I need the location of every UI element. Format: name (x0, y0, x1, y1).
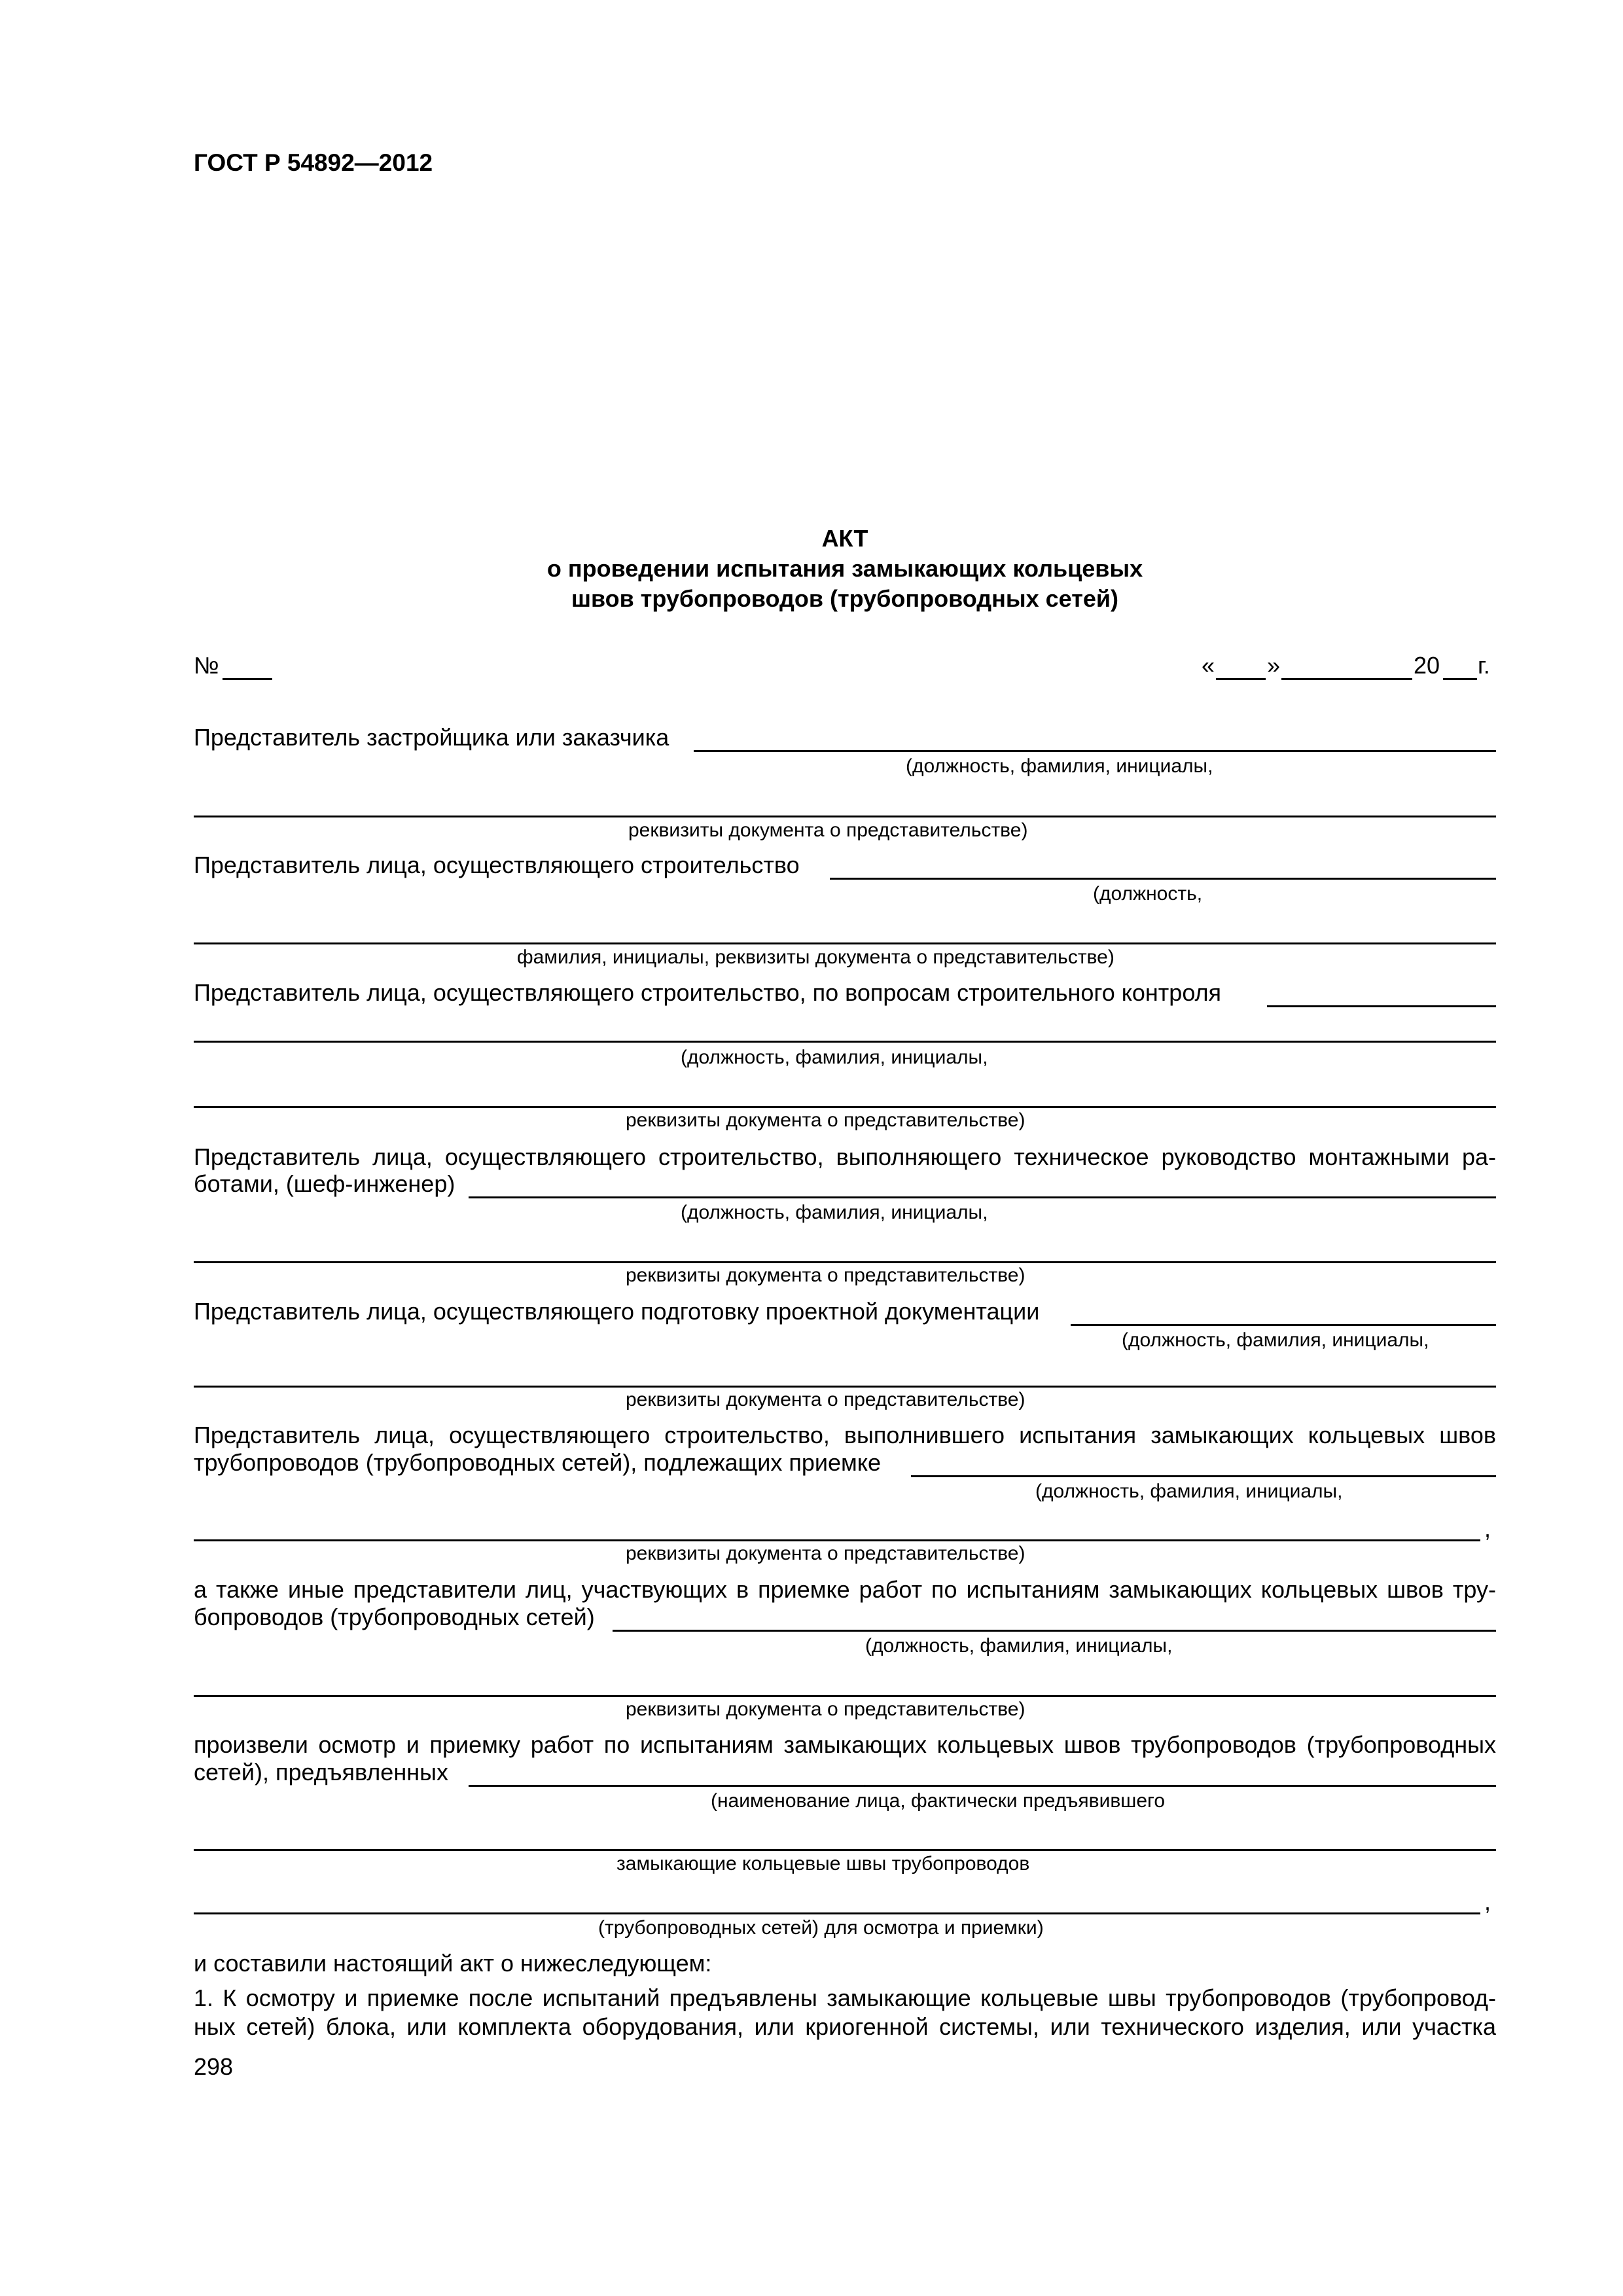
tech-caption-2: реквизиты документа о представительстве) (626, 1265, 1026, 1286)
other-rep-blank-2[interactable] (194, 1695, 1496, 1697)
compiled-text: и составили настоящий акт о нижеследующем: (194, 1950, 712, 1977)
tech-rep-blank[interactable] (469, 1196, 1496, 1198)
act-title: АКТ (821, 525, 868, 552)
developer-rep-blank[interactable] (694, 750, 1496, 752)
developer-rep-blank-2[interactable] (194, 816, 1496, 817)
date-year-prefix: 20 (1414, 652, 1440, 679)
other-caption-1: (должность, фамилия, инициалы, (865, 1635, 1173, 1657)
tech-rep-label-line2: ботами, (шеф-инженер) (194, 1170, 455, 1197)
page-number: 298 (194, 2053, 234, 2080)
inspect-blank[interactable] (469, 1785, 1496, 1787)
date-year-suffix: г. (1478, 652, 1490, 679)
tech-rep-blank-2[interactable] (194, 1261, 1496, 1263)
tester-rep-label-line1: Представитель лица, осуществляющего строительство, выполнившего испытания замыкающих кольцевых швов (194, 1422, 1496, 1448)
tester-rep-label-line2: трубопроводов (трубопроводных сетей), подлежащих приемке (194, 1449, 881, 1476)
developer-caption-2: реквизиты документа о представительстве) (628, 819, 1028, 841)
tester-caption-1: (должность, фамилия, инициалы, (1035, 1480, 1343, 1502)
inspect-caption-1: (наименование лица, фактически предъявившего (711, 1790, 1165, 1812)
developer-caption-1: (должность, фамилия, инициалы, (906, 755, 1213, 777)
date-day-blank[interactable] (1216, 678, 1266, 680)
builder-rep-label: Представитель лица, осуществляющего строительство (194, 852, 800, 878)
builder-caption-2: фамилия, инициалы, реквизиты документа о представительстве) (517, 946, 1115, 968)
date-year-blank[interactable] (1443, 678, 1477, 680)
other-rep-label-line1: а также иные представители лиц, участвующих в приемке работ по испытаниям замыкающих кольцевых швов тру- (194, 1576, 1496, 1603)
design-rep-blank-2[interactable] (194, 1386, 1496, 1388)
tech-rep-label-line1: Представитель лица, осуществляющего строительство, выполняющего техническое руководство монтажными ра- (194, 1143, 1496, 1170)
control-rep-blank-2[interactable] (194, 1041, 1496, 1043)
item1-line2: ных сетей) блока, или комплекта оборудования, или криогенной системы, или технического изделия, или участка (194, 2013, 1496, 2040)
tester-rep-blank-2[interactable] (194, 1539, 1480, 1541)
design-caption-1: (должность, фамилия, инициалы, (1122, 1329, 1429, 1351)
tester-caption-2: реквизиты документа о представительстве) (626, 1543, 1026, 1564)
builder-caption-1: (должность, (1093, 883, 1203, 905)
inspect-comma: , (1484, 1888, 1491, 1915)
number-blank[interactable] (223, 678, 272, 680)
builder-rep-blank-2[interactable] (194, 942, 1496, 944)
control-rep-blank[interactable] (1267, 1005, 1496, 1007)
date-open-quote: « (1202, 652, 1215, 679)
control-caption-1: (должность, фамилия, инициалы, (681, 1047, 988, 1068)
developer-rep-label: Представитель застройщика или заказчика (194, 724, 669, 751)
inspect-blank-3[interactable] (194, 1912, 1480, 1914)
control-rep-blank-3[interactable] (194, 1106, 1496, 1108)
inspect-blank-2[interactable] (194, 1849, 1496, 1851)
standard-header: ГОСТ Р 54892—2012 (194, 149, 433, 176)
inspect-caption-3: (трубопроводных сетей) для осмотра и приемки) (598, 1917, 1044, 1939)
builder-rep-blank[interactable] (830, 878, 1496, 880)
number-label: № (194, 652, 219, 679)
tester-comma: , (1484, 1515, 1491, 1542)
control-rep-label: Представитель лица, осуществляющего строительство, по вопросам строительного контроля (194, 979, 1222, 1006)
item1-line1: 1. К осмотру и приемке после испытаний предъявлены замыкающие кольцевые швы трубопроводов (трубопровод- (194, 1984, 1496, 2011)
inspect-caption-2: замыкающие кольцевые швы трубопроводов (616, 1853, 1030, 1874)
other-rep-label-line2: бопроводов (трубопроводных сетей) (194, 1604, 595, 1630)
date-month-blank[interactable] (1281, 678, 1412, 680)
act-subtitle-line2: швов трубопроводов (трубопроводных сетей) (571, 585, 1119, 612)
control-caption-2: реквизиты документа о представительстве) (626, 1109, 1026, 1131)
design-rep-blank[interactable] (1071, 1324, 1496, 1326)
date-close-quote: » (1267, 652, 1281, 679)
tester-rep-blank[interactable] (911, 1475, 1496, 1477)
inspect-line2: сетей), предъявленных (194, 1759, 448, 1785)
other-caption-2: реквизиты документа о представительстве) (626, 1698, 1026, 1720)
inspect-line1: произвели осмотр и приемку работ по испытаниям замыкающих кольцевых швов трубопроводов (трубопроводных (194, 1731, 1496, 1758)
tech-caption-1: (должность, фамилия, инициалы, (681, 1202, 988, 1223)
act-subtitle-line1: о проведении испытания замыкающих кольцевых (546, 555, 1143, 582)
design-caption-2: реквизиты документа о представительстве) (626, 1389, 1026, 1410)
design-rep-label: Представитель лица, осуществляющего подготовку проектной документации (194, 1298, 1040, 1325)
other-rep-blank[interactable] (613, 1630, 1496, 1632)
